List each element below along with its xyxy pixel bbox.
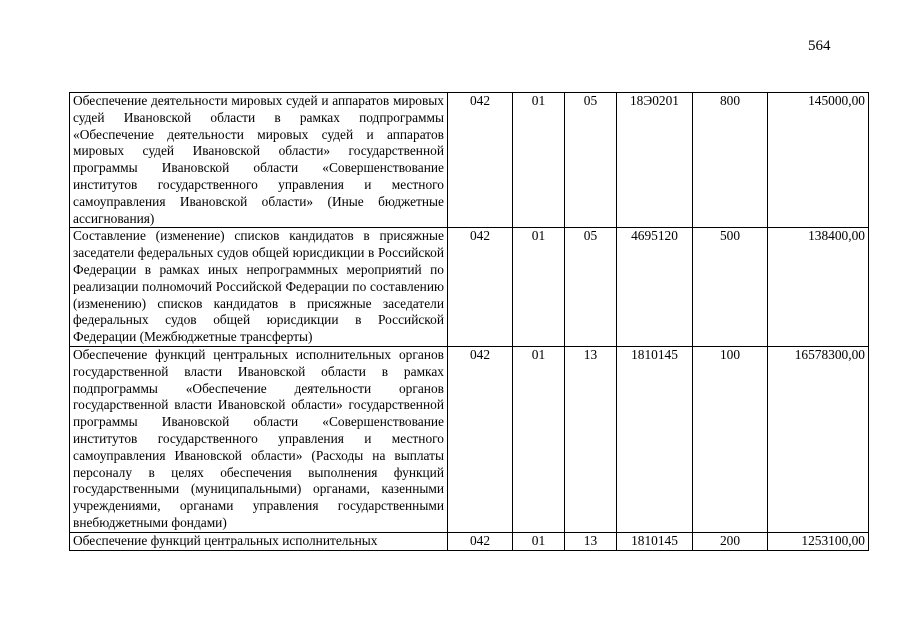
page-number: 564 [808, 38, 831, 54]
row-target-article: 1810145 [617, 532, 693, 550]
row-subsection: 05 [565, 93, 617, 228]
row-ministry-code: 042 [448, 346, 513, 532]
row-section: 01 [513, 228, 565, 347]
row-expense-kind: 800 [693, 93, 768, 228]
row-section: 01 [513, 532, 565, 550]
row-subsection: 13 [565, 532, 617, 550]
row-ministry-code: 042 [448, 532, 513, 550]
table-row [70, 93, 869, 228]
row-expense-kind: 500 [693, 228, 768, 347]
row-description: Обеспечение функций центральных исполнительных [70, 532, 448, 550]
row-subsection: 05 [565, 228, 617, 347]
table-row [70, 532, 869, 550]
row-target-article: 4695120 [617, 228, 693, 347]
row-sum: 145000,00 [768, 93, 869, 228]
row-target-article: 18Э0201 [617, 93, 693, 228]
row-description: Обеспечение деятельности мировых судей и аппаратов мировых судей Ивановской области в рамках подпрограммы «Обеспечение деятельности мировых судей и аппаратов мировых судей Ивановской области» государственной программы Ивановской области «Совершенствование институтов государственного управления и местного самоуправления Ивановской области» (Иные бюджетные ассигнования) [70, 93, 448, 228]
row-section: 01 [513, 93, 565, 228]
table-row [70, 346, 869, 532]
row-description: Обеспечение функций центральных исполнительных органов государственной власти Ивановской области в рамках подпрограммы «Обеспечение деятельности органов государственной власти Ивановской области» государственной программы Ивановской области «Совершенствование институтов государственного управления и местного самоуправления Ивановской области» (Расходы на выплаты персоналу в целях обеспечения выполнения функций государственными (муниципальными) органами, казенными учреждениями, органами управления государственными внебюджетными фондами) [70, 346, 448, 532]
budget-table [69, 92, 869, 551]
row-sum: 138400,00 [768, 228, 869, 347]
row-expense-kind: 200 [693, 532, 768, 550]
row-expense-kind: 100 [693, 346, 768, 532]
row-ministry-code: 042 [448, 93, 513, 228]
row-subsection: 13 [565, 346, 617, 532]
row-sum: 16578300,00 [768, 346, 869, 532]
row-sum: 1253100,00 [768, 532, 869, 550]
row-ministry-code: 042 [448, 228, 513, 347]
row-target-article: 1810145 [617, 346, 693, 532]
table-row [70, 228, 869, 347]
row-description: Составление (изменение) списков кандидатов в присяжные заседатели федеральных судов общей юрисдикции в Российской Федерации в рамках иных непрограммных мероприятий по реализации полномочий Российской Федерации по составлению (изменению) списков кандидатов в присяжные заседатели федеральных судов общей юрисдикции в Российской Федерации (Межбюджетные трансферты) [70, 228, 448, 347]
row-section: 01 [513, 346, 565, 532]
